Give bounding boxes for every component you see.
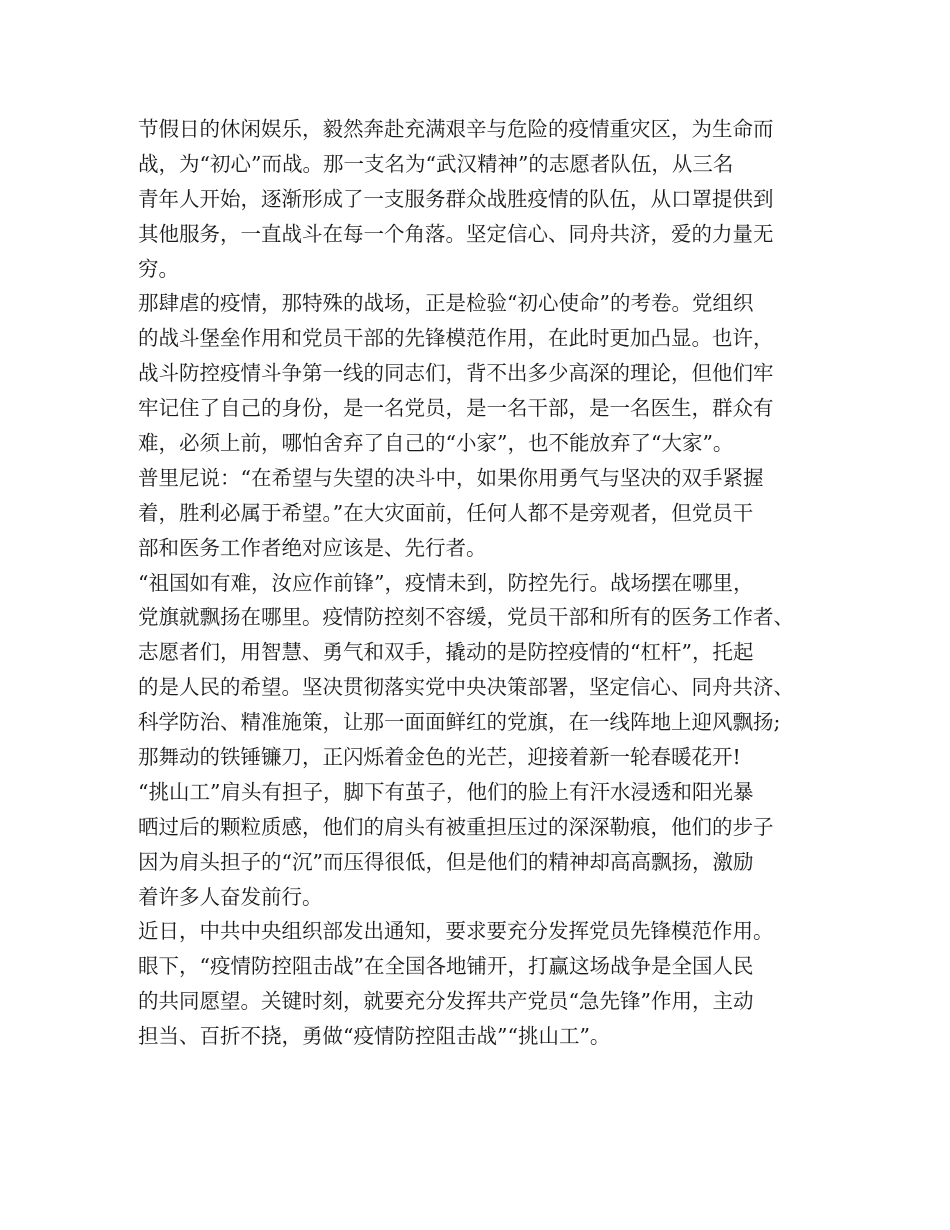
text-line: 部和医务工作者绝对应该是、先行者。: [138, 535, 487, 560]
text-line: 担当、百折不挠，勇做“疫情防控阻击战”“挑山工”。: [138, 1024, 611, 1049]
text-line: 着，胜利必属于希望。”在大灾面前，任何人都不是旁观者，但党员干: [138, 500, 754, 525]
text-line: 志愿者们，用智慧、勇气和双手，撬动的是防控疫情的“杠杆”，托起: [138, 640, 754, 665]
text-line: 节假日的休闲娱乐，毅然奔赴充满艰辛与危险的疫情重灾区，为生命而: [138, 117, 774, 141]
text-line: 那肆虐的疫情，那特殊的战场，正是检验“初心使命”的考卷。党组织: [138, 291, 754, 316]
text-line: 的共同愿望。关键时刻，就要充分发挥共产党员“急先锋”作用，主动: [138, 989, 754, 1014]
text-line: 普里尼说：“在希望与失望的决斗中，如果你用勇气与坚决的双手紧握: [138, 465, 764, 490]
text-line: 因为肩头担子的“沉”而压得很低，但是他们的精神却高高飘扬，激励: [138, 849, 754, 874]
text-line: 那舞动的铁锤镰刀，正闪烁着金色的光芒，迎接着新一轮春暖花开!: [138, 745, 741, 770]
text-line: “挑山工”肩头有担子，脚下有茧子，他们的脸上有汗水浸透和阳光暴: [138, 779, 754, 804]
text-line: 其他服务，一直战斗在每一个角落。坚定信心、同舟共济，爱的力量无: [138, 221, 774, 246]
text-line: 牢记住了自己的身份，是一名党员，是一名干部，是一名医生，群众有: [138, 396, 774, 421]
text-line: 科学防治、精准施策，让那一面面鲜红的党旗，在一线阵地上迎风飘扬;: [138, 710, 781, 735]
text-line: “祖国如有难，汝应作前锋”，疫情未到，防控先行。战场摆在哪里，: [138, 570, 754, 595]
document-body: [138, 112, 818, 1054]
text-line: 的是人民的希望。坚决贯彻落实党中央决策部署，坚定信心、同舟共济、: [138, 675, 794, 700]
text-line: 近日，中共中央组织部发出通知，要求要充分发挥党员先锋模范作用。: [138, 919, 774, 944]
text-line: 的战斗堡垒作用和党员干部的先锋模范作用，在此时更加凸显。也许，: [138, 326, 774, 351]
text-line: 青年人开始，逐渐形成了一支服务群众战胜疫情的队伍，从口罩提供到: [138, 186, 774, 211]
text-line: 难，必须上前，哪怕舍弃了自己的“小家”，也不能放弃了“大家”。: [138, 431, 734, 456]
text-line: 着许多人奋发前行。: [138, 884, 323, 909]
text-line: 眼下，“疫情防控阻击战”在全国各地铺开，打赢这场战争是全国人民: [138, 954, 754, 979]
text-line: 党旗就飘扬在哪里。疫情防控刻不容缓，党员干部和所有的医务工作者、: [138, 605, 794, 630]
text-line: 战，为“初心”而战。那一支名为“武汉精神”的志愿者队伍，从三名: [138, 151, 734, 176]
text-line: 晒过后的颗粒质感，他们的肩头有被重担压过的深深勒痕，他们的步子: [138, 814, 774, 839]
text-line: 穷。: [138, 256, 179, 281]
text-line: 战斗防控疫情斗争第一线的同志们，背不出多少高深的理论，但他们牢: [138, 361, 774, 386]
